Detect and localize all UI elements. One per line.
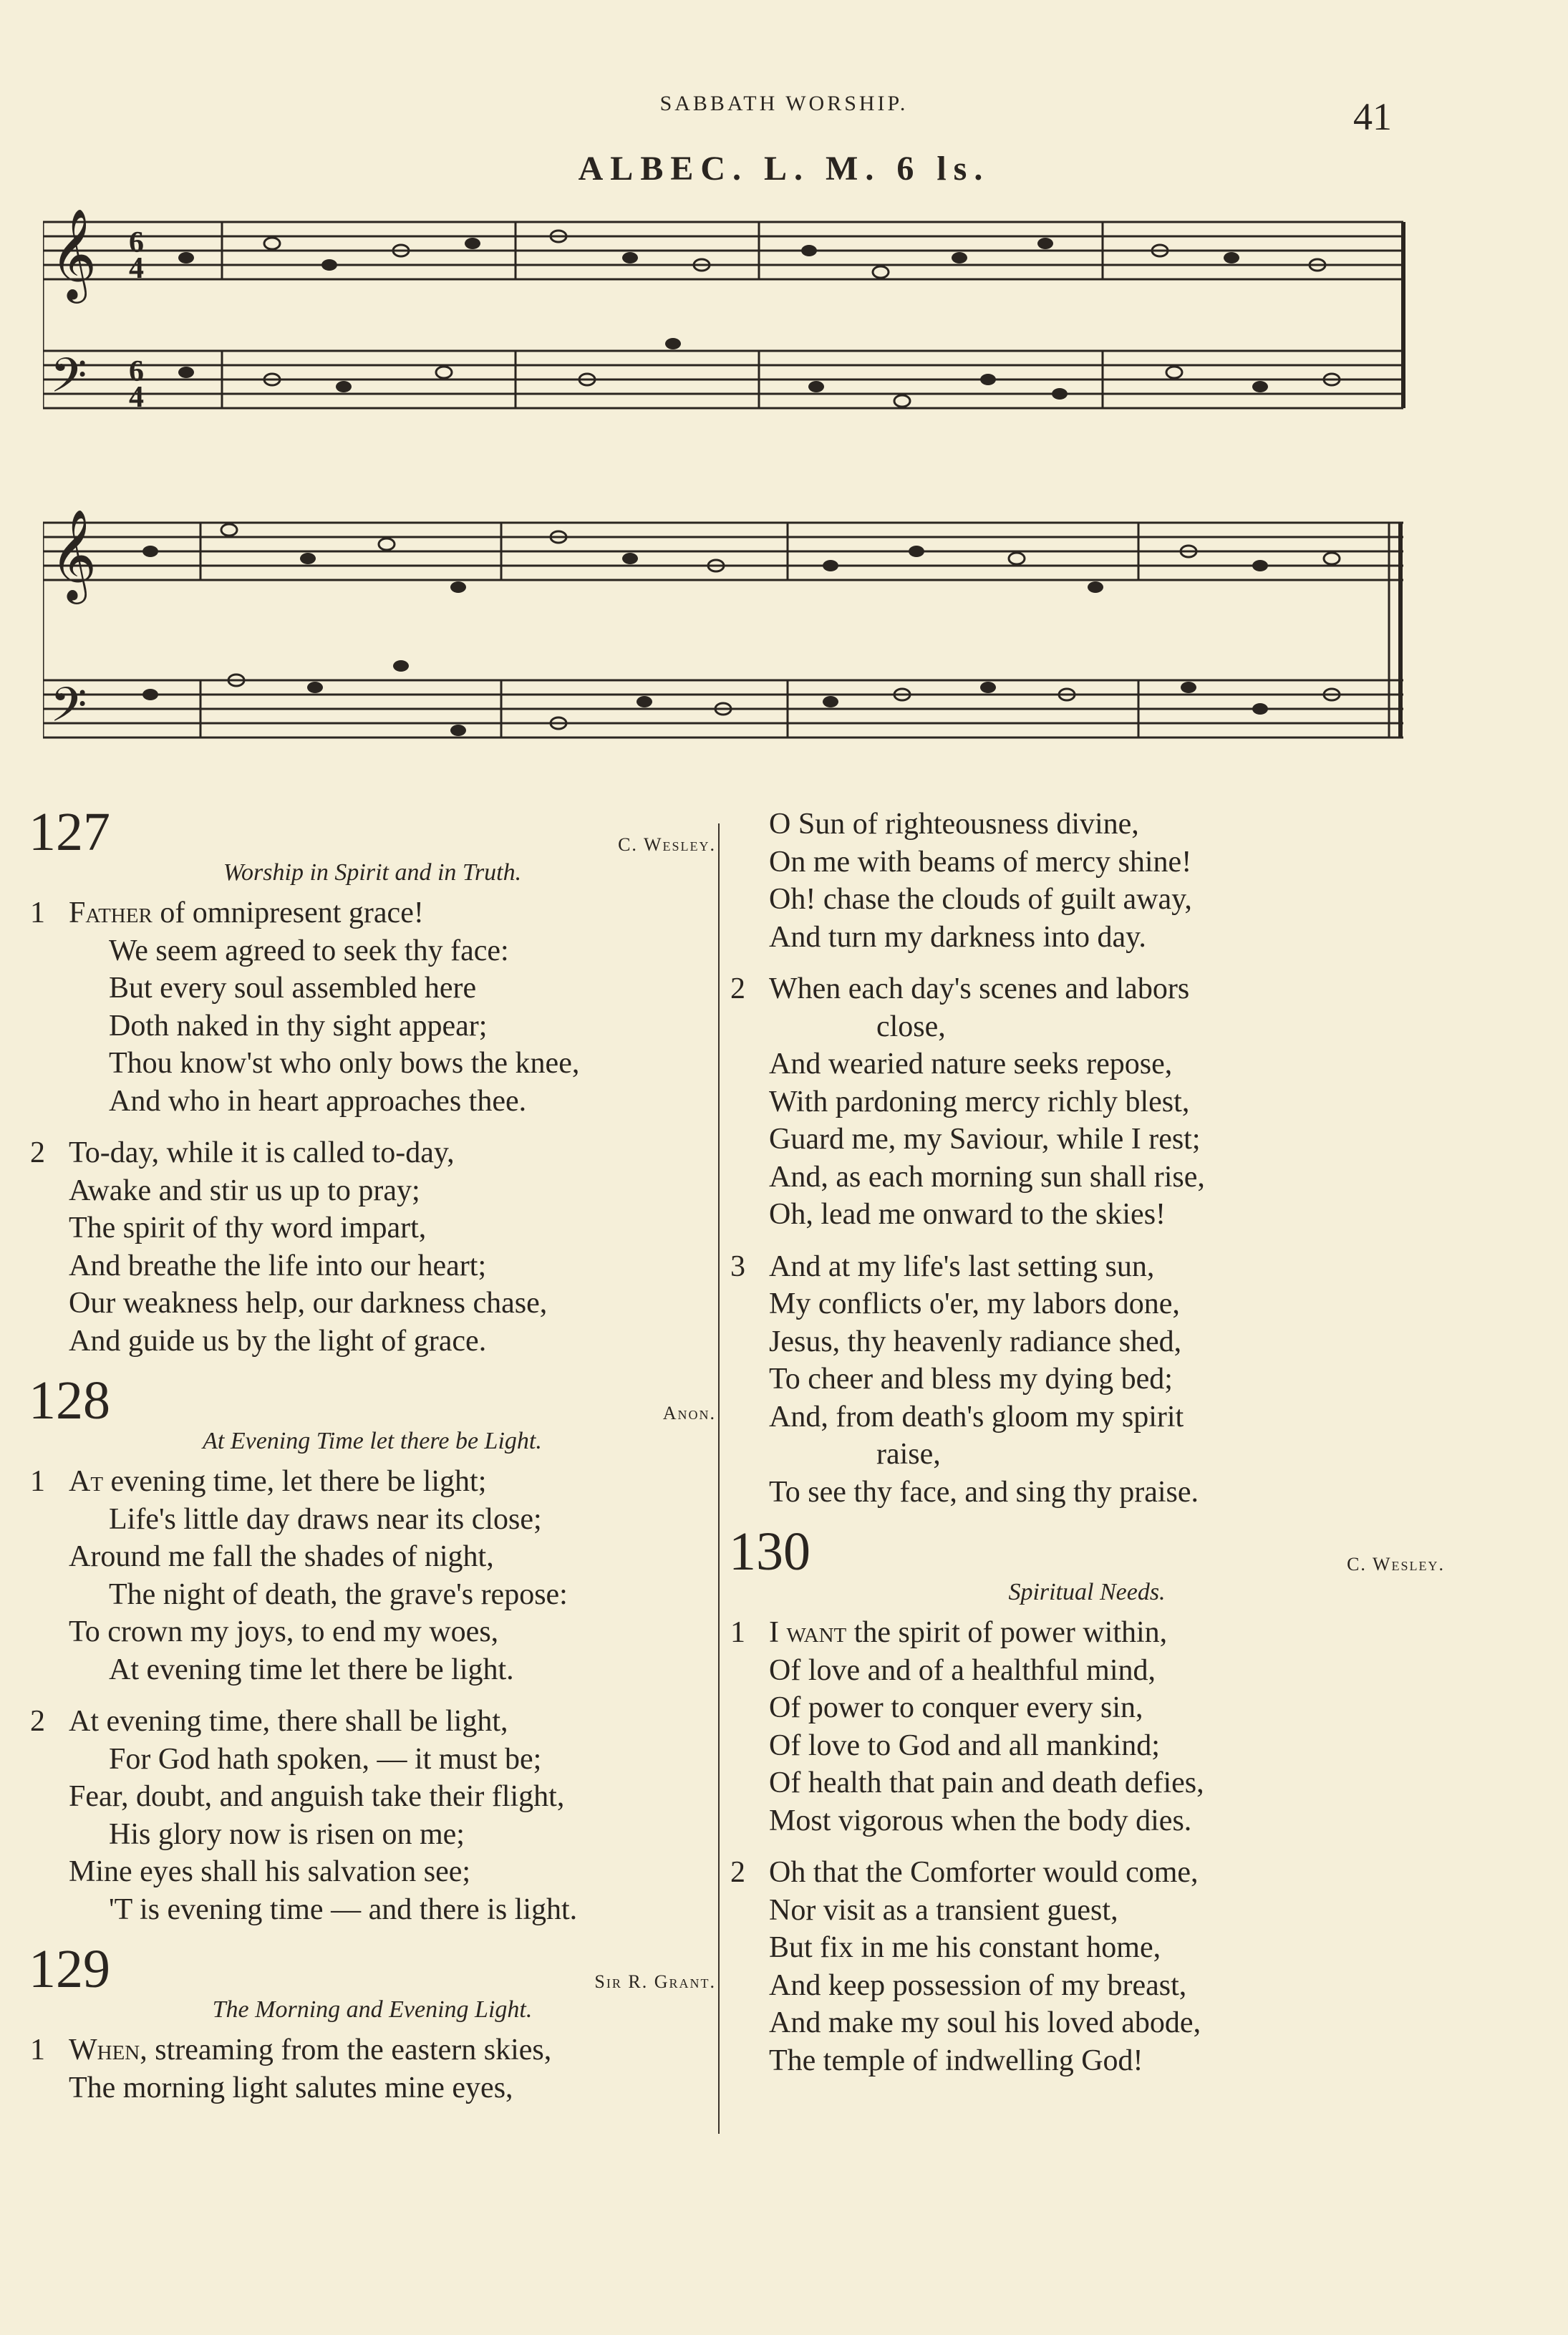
hymn-subtitle: Spiritual Needs. (1008, 1579, 1166, 1605)
hymn-number: 127 (29, 802, 110, 862)
verse-line: On me with beams of mercy shine! (769, 845, 1192, 879)
right-column (729, 806, 1445, 2094)
verse-line: And who in heart approaches thee. (109, 1084, 527, 1118)
stanza (29, 894, 716, 1120)
hymn-author: C. Wesley. (618, 834, 716, 855)
verse-line: And turn my darkness into day. (769, 920, 1146, 954)
verse-line: To crown my joys, to end my woes, (69, 1615, 499, 1648)
verse-line: Nor visit as a transient guest, (769, 1893, 1118, 1927)
left-column (29, 802, 716, 2121)
svg-text:4: 4 (129, 381, 144, 414)
verse-line: My conflicts o'er, my labors done, (769, 1287, 1180, 1320)
music-staff-svg-1 (43, 200, 1418, 473)
stanza-number: 1 (730, 1616, 745, 1649)
stanza (729, 1248, 1445, 1512)
tune-title: ALBEC. L. M. 6 ls. (578, 150, 990, 188)
verse-line: But every soul assembled here (109, 972, 477, 1005)
verse-line: And wearied nature seeks repose, (769, 1048, 1173, 1081)
music-system-1 (43, 200, 1418, 473)
svg-text:4: 4 (129, 252, 144, 285)
hymn-number: 128 (29, 1370, 110, 1431)
verse-line: Doth naked in thy sight appear; (109, 1009, 488, 1043)
first-line-rest: of omnipresent grace! (152, 896, 424, 929)
verse-line: Life's little day draws near its close; (109, 1502, 542, 1536)
hymn-subtitle: Worship in Spirit and in Truth. (223, 859, 522, 886)
verse-line: And breathe the life into our heart; (69, 1249, 487, 1282)
stanza (729, 1854, 1445, 2079)
hymn-129 (29, 1939, 716, 2107)
hymn-author: C. Wesley. (1347, 1554, 1445, 1575)
first-word: At (69, 1465, 104, 1498)
first-line-rest: evening time, let there be light; (103, 1465, 487, 1498)
verse-line: We seem agreed to seek thy face: (109, 934, 509, 967)
stanza-number: 3 (730, 1249, 745, 1283)
hymn-author: Anon. (662, 1403, 716, 1423)
verse-line: Of health that pain and death defies, (769, 1766, 1204, 1799)
verse-line: Our weakness help, our darkness chase, (69, 1287, 548, 1320)
verse-line: To cheer and bless my dying bed; (769, 1363, 1173, 1396)
svg-text:𝄢: 𝄢 (50, 348, 87, 415)
verse-line: And make my soul his loved abode, (769, 2006, 1201, 2039)
verse-line: Oh that the Comforter would come, (769, 1856, 1199, 1889)
first-line-rest: , streaming from the eastern skies, (140, 2034, 552, 2066)
verse-line: To see thy face, and sing thy praise. (769, 1475, 1199, 1509)
stanza-number: 1 (30, 2034, 45, 2066)
verse-line: His glory now is risen on me; (109, 1817, 465, 1851)
verse-line: And guide us by the light of grace. (69, 1324, 487, 1358)
stanza (729, 1614, 1445, 1840)
hymn-128 (29, 1370, 716, 1928)
verse-line: And, as each morning sun shall rise, (769, 1160, 1205, 1194)
verse-line: For God hath spoken, — it must be; (109, 1742, 542, 1776)
stanza-continued (729, 806, 1445, 956)
verse-line: Around me fall the shades of night, (69, 1540, 494, 1573)
stanza-number: 2 (30, 1136, 45, 1169)
stanza (29, 2031, 716, 2107)
stanza-number: 1 (30, 896, 45, 929)
svg-text:𝄞: 𝄞 (50, 508, 97, 600)
verse-line: At evening time let there be light. (109, 1653, 514, 1686)
hymn-subtitle: The Morning and Evening Light. (212, 1996, 533, 2023)
music-system-2 (43, 494, 1418, 766)
verse-line: O Sun of righteousness divine, (769, 808, 1139, 841)
hymn-author: Sir R. Grant. (594, 1971, 716, 1992)
svg-text:𝄞: 𝄞 (50, 208, 97, 299)
verse-line: Jesus, thy heavenly radiance shed, (769, 1325, 1182, 1358)
stanza (29, 1134, 716, 1360)
verse-line: Of love and of a healthful mind, (769, 1653, 1156, 1687)
verse-line: Fear, doubt, and anguish take their flight, (69, 1780, 565, 1813)
verse-line (769, 1614, 1445, 1652)
verse-line: Most vigorous when the body dies. (769, 1804, 1192, 1837)
verse-line: raise, (876, 1438, 941, 1471)
verse-line: The night of death, the grave's repose: (109, 1577, 568, 1611)
first-line-rest: the spirit of power within, (846, 1616, 1168, 1649)
verse-line: The spirit of thy word impart, (69, 1212, 427, 1244)
verse-line: But fix in me his constant home, (769, 1931, 1161, 1964)
svg-text:6: 6 (129, 226, 144, 259)
svg-text:𝄢: 𝄢 (50, 677, 87, 744)
verse-line: And keep possession of my breast, (769, 1968, 1187, 2002)
verse-line: Guard me, my Saviour, while I rest; (769, 1123, 1201, 1156)
verse-line: Oh, lead me onward to the skies! (769, 1198, 1166, 1231)
stanza (729, 970, 1445, 1234)
column-divider (718, 823, 720, 2134)
verse-line: Oh! chase the clouds of guilt away, (769, 883, 1192, 916)
stanza (29, 1703, 716, 1928)
stanza-number: 2 (730, 972, 745, 1005)
verse-line: Of love to God and all mankind; (769, 1729, 1160, 1762)
hymn-number: 129 (29, 1939, 110, 1999)
verse-line: At evening time, there shall be light, (69, 1705, 508, 1738)
verse-line: 'T is evening time — and there is light. (109, 1892, 578, 1926)
verse-line: Awake and stir us up to pray; (69, 1174, 420, 1207)
verse-line (69, 1463, 716, 1501)
verse-line (69, 2031, 716, 2069)
verse-line: To-day, while it is called to-day, (69, 1136, 455, 1169)
hymn-number: 130 (729, 1522, 810, 1582)
hymn-127 (29, 802, 716, 1360)
verse-line: Thou know'st who only bows the knee, (109, 1047, 580, 1080)
first-word: When (69, 2034, 140, 2066)
first-word: I want (769, 1616, 847, 1649)
stanza (29, 1463, 716, 1688)
page-number: 41 (1353, 95, 1392, 138)
stanza-number: 2 (30, 1705, 45, 1738)
running-head: SABBATH WORSHIP. (659, 92, 909, 115)
hymn-130 (729, 1522, 1445, 2079)
music-staff-svg-2 (43, 494, 1418, 766)
verse-line: The morning light salutes mine eyes, (69, 2071, 513, 2104)
verse-line (69, 894, 716, 932)
verse-line: When each day's scenes and labors (769, 972, 1190, 1005)
verse-line: And at my life's last setting sun, (769, 1249, 1155, 1283)
verse-line: Of power to conquer every sin, (769, 1691, 1143, 1724)
hymn-subtitle: At Evening Time let there be Light. (203, 1428, 542, 1454)
verse-line: Mine eyes shall his salvation see; (69, 1855, 471, 1888)
first-word: Father (69, 896, 153, 929)
verse-line: The temple of indwelling God! (769, 2044, 1143, 2077)
verse-line: And, from death's gloom my spirit (769, 1400, 1184, 1434)
verse-line: close, (876, 1010, 946, 1043)
stanza-number: 1 (30, 1465, 45, 1498)
verse-line: With pardoning mercy richly blest, (769, 1085, 1190, 1118)
svg-text:6: 6 (129, 355, 144, 388)
stanza-number: 2 (730, 1856, 745, 1889)
